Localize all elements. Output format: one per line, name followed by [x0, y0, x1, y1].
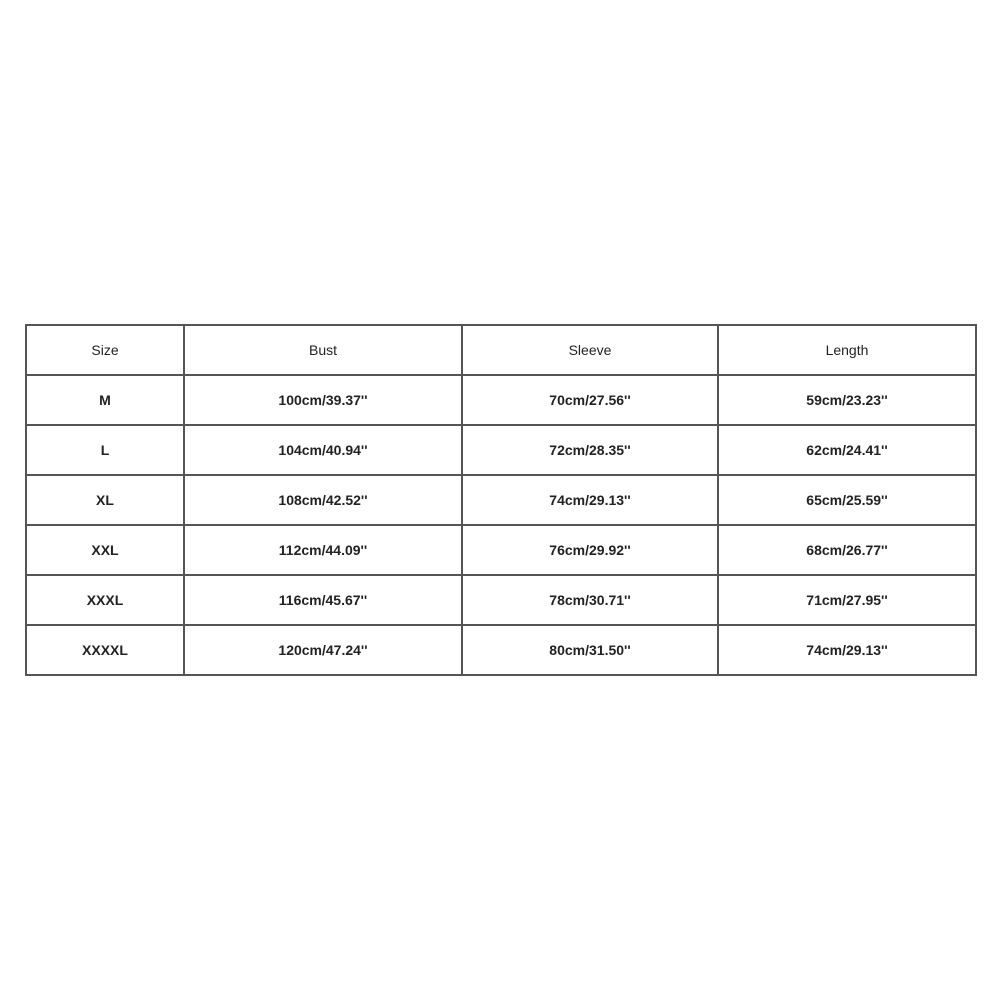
cell-sleeve: 76cm/29.92'': [462, 525, 718, 575]
cell-sleeve: 78cm/30.71'': [462, 575, 718, 625]
cell-sleeve: 72cm/28.35'': [462, 425, 718, 475]
cell-bust: 116cm/45.67'': [184, 575, 462, 625]
cell-sleeve: 70cm/27.56'': [462, 375, 718, 425]
table-row: [26, 575, 976, 625]
cell-length: 59cm/23.23'': [718, 375, 976, 425]
table-row: [26, 625, 976, 675]
table-row: [26, 525, 976, 575]
cell-length: 65cm/25.59'': [718, 475, 976, 525]
header-row: [26, 325, 976, 375]
cell-bust: 100cm/39.37'': [184, 375, 462, 425]
cell-size: L: [26, 425, 184, 475]
cell-length: 62cm/24.41'': [718, 425, 976, 475]
header-bust: Bust: [184, 325, 462, 375]
cell-bust: 104cm/40.94'': [184, 425, 462, 475]
cell-length: 68cm/26.77'': [718, 525, 976, 575]
cell-size: M: [26, 375, 184, 425]
cell-size: XL: [26, 475, 184, 525]
cell-length: 74cm/29.13'': [718, 625, 976, 675]
header-length: Length: [718, 325, 976, 375]
cell-bust: 112cm/44.09'': [184, 525, 462, 575]
cell-size: XXL: [26, 525, 184, 575]
cell-size: XXXL: [26, 575, 184, 625]
cell-size: XXXXL: [26, 625, 184, 675]
cell-bust: 120cm/47.24'': [184, 625, 462, 675]
header-sleeve: Sleeve: [462, 325, 718, 375]
cell-sleeve: 80cm/31.50'': [462, 625, 718, 675]
table-row: [26, 475, 976, 525]
cell-bust: 108cm/42.52'': [184, 475, 462, 525]
header-size: Size: [26, 325, 184, 375]
table-row: [26, 425, 976, 475]
table-row: [26, 375, 976, 425]
cell-sleeve: 74cm/29.13'': [462, 475, 718, 525]
cell-length: 71cm/27.95'': [718, 575, 976, 625]
size-chart-table: [25, 324, 977, 676]
